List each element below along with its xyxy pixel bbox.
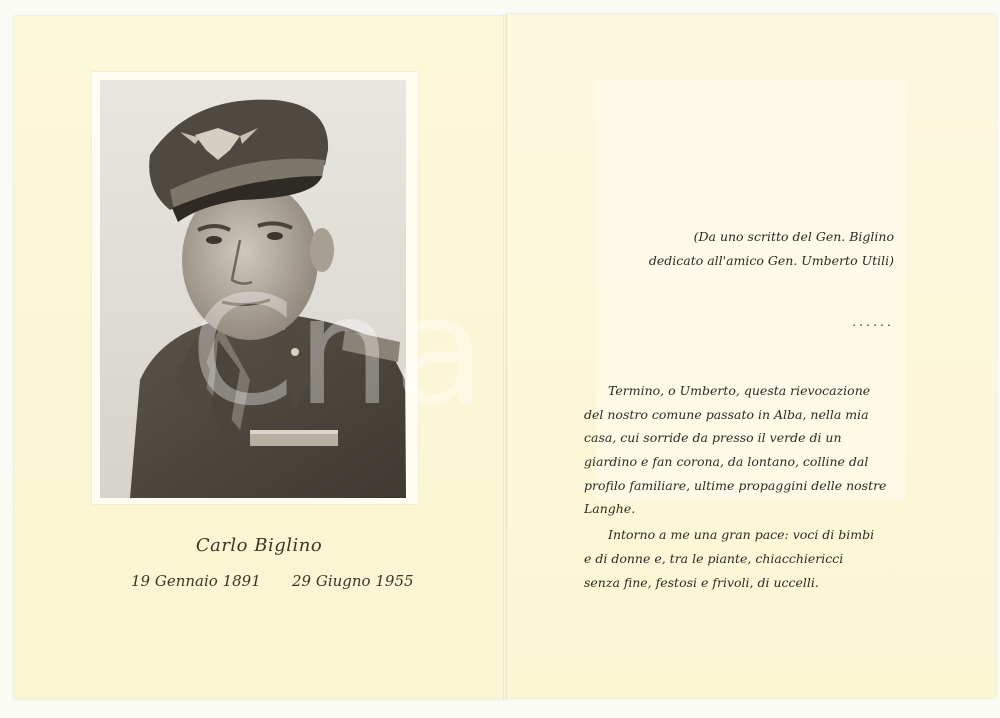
death-date: 29 Giugno 1955 [292,572,414,590]
paragraph-1-line: profilo familiare, ultime propaggini delle nostre [584,478,887,493]
attribution-line-2: dedicato all'amico Gen. Umberto Utili) [648,253,894,268]
paragraph-2-line: e di donne e, tra le piante, chiacchiericci [584,551,844,566]
birth-date: 19 Gennaio 1891 [131,572,261,590]
portrait-caption-name: Carlo Biglino [195,535,323,556]
paragraph-1-line: casa, cui sorride da presso il verde di un [584,430,842,445]
attribution-line-1: (Da uno scritto del Gen. Biglino [693,229,894,244]
watermark: Cna [190,265,488,439]
paragraph-1-line: Termino, o Umberto, questa rievocazione [608,383,871,398]
paragraph-2-line: Intorno a me una gran pace: voci di bimbi [608,527,875,542]
portrait-photo [100,80,406,498]
paragraph-1-line: giardino e fan corona, da lontano, colline dal [584,454,869,469]
paragraph-1-line: Langhe. [584,501,636,516]
page-fold [503,14,507,700]
ellipsis: ...... [852,314,894,329]
paragraph-2-line: senza fine, festosi e frivoli, di uccelli. [584,575,819,590]
paragraph-1-line: del nostro comune passato in Alba, nella mia [584,407,869,422]
